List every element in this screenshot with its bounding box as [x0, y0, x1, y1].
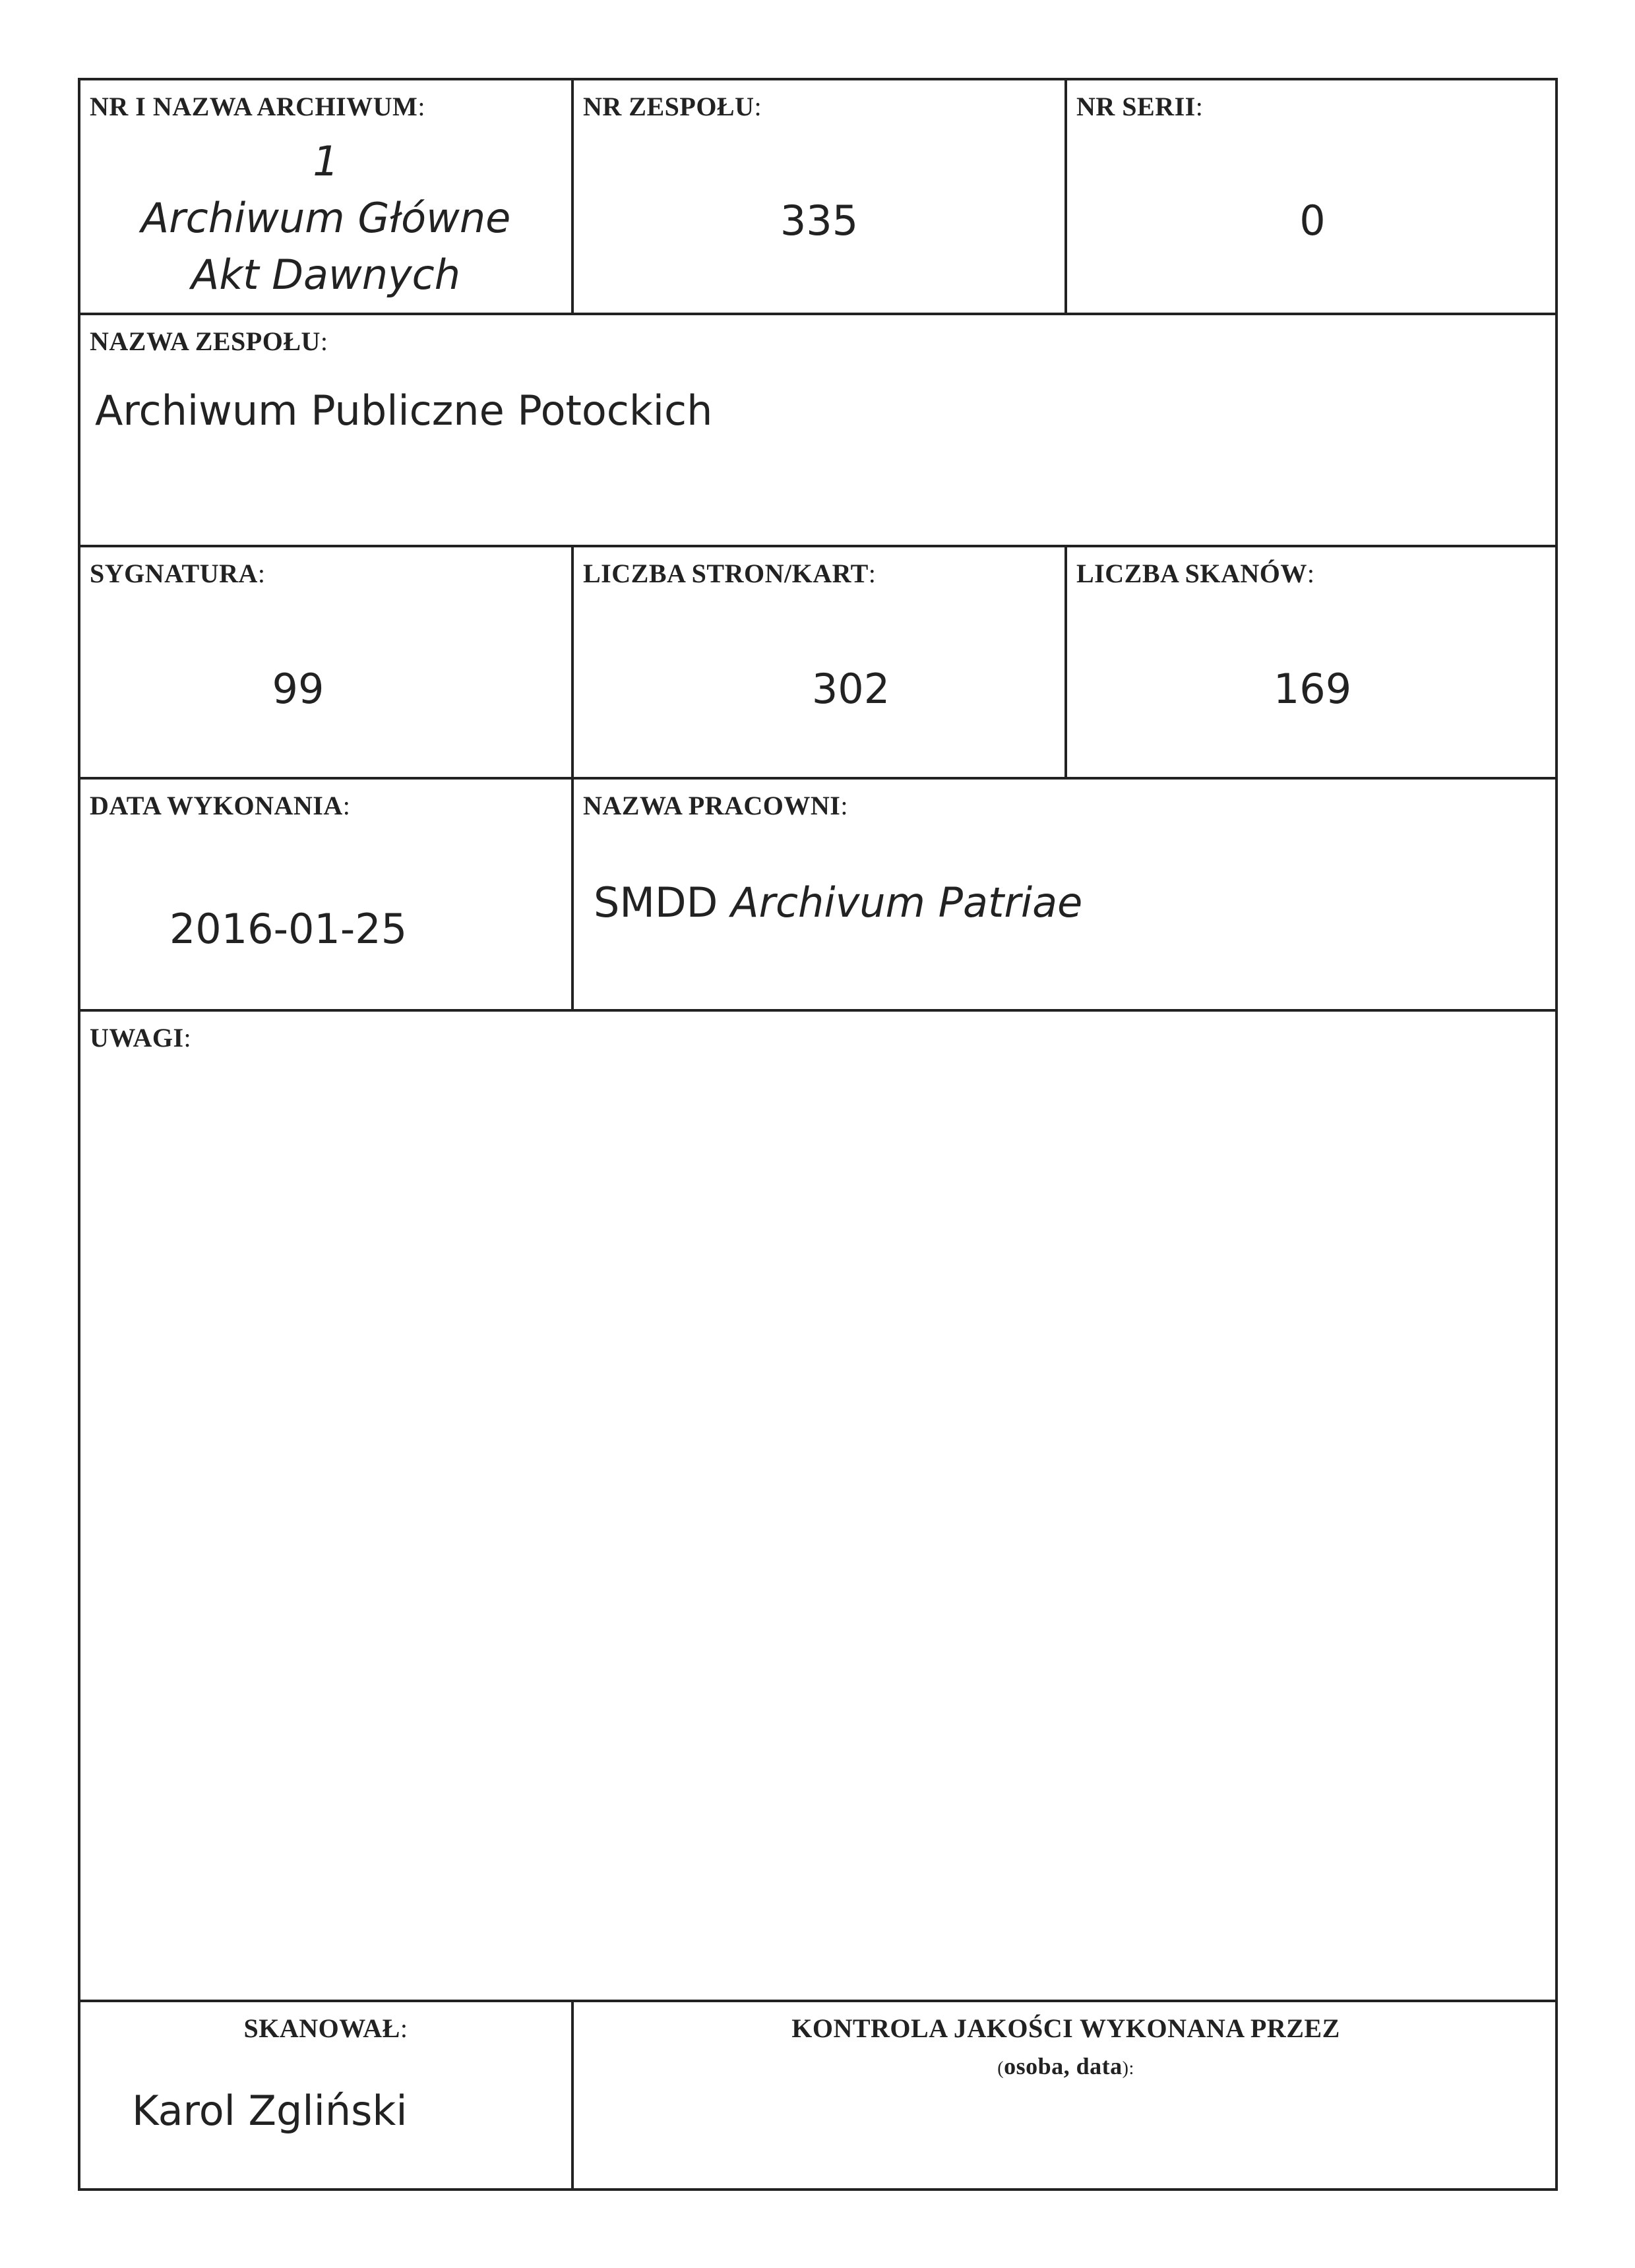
fond-name-value: Archiwum Publiczne Potockich	[95, 386, 713, 435]
quality-control-label: KONTROLA JAKOŚCI WYKONANA PRZEZ	[791, 2013, 1340, 2043]
fond-number-label: NR ZESPOŁU	[583, 92, 755, 121]
series-number-cell: NR SERII: 0	[1067, 80, 1558, 313]
scan-count-label: LICZBA SKANÓW	[1076, 559, 1307, 588]
series-number-value: 0	[1299, 197, 1326, 245]
workshop-cell: NAZWA PRACOWNI: SMDD Archivum Patriae	[583, 791, 1083, 927]
date-cell: DATA WYKONANIA: 2016-01-25	[80, 780, 571, 1009]
date-value: 2016-01-25	[169, 905, 408, 953]
scanned-by-label: SKANOWAŁ	[243, 2013, 400, 2043]
scan-count-cell: LICZBA SKANÓW: 169	[1067, 547, 1558, 777]
remarks-cell: UWAGI:	[90, 1023, 192, 1053]
fond-name-cell: NAZWA ZESPOŁU: Archiwum Publiczne Potockich	[90, 326, 713, 435]
quality-control-cell	[574, 2002, 1558, 2191]
archive-number: 1	[313, 137, 339, 185]
page-count-label: LICZBA STRON/KART	[583, 559, 869, 588]
archive-label: NR I NAZWA ARCHIWUM	[90, 92, 418, 121]
archive-name-line2: Akt Dawnych	[191, 251, 461, 299]
workshop-label: NAZWA PRACOWNI	[583, 791, 841, 820]
remarks-label: UWAGI	[90, 1023, 184, 1053]
series-number-label: NR SERII	[1076, 92, 1196, 121]
workshop-name-italic: Archivum Patriae	[731, 878, 1083, 927]
archive-name-line1: Archiwum Główne	[140, 194, 511, 242]
date-label: DATA WYKONANIA	[90, 791, 343, 820]
page-count-cell: LICZBA STRON/KART: 302	[574, 547, 1064, 777]
scanned-by-value: Karol Zgliński	[132, 2087, 408, 2135]
fond-name-label: NAZWA ZESPOŁU	[90, 326, 321, 356]
signature-cell: SYGNATURA: 99	[80, 547, 571, 777]
workshop-value	[594, 878, 1082, 927]
workshop-name-plain: SMDD	[594, 878, 718, 927]
page-count-value: 302	[811, 665, 890, 713]
archive-cell: NR I NAZWA ARCHIWUM: 1 Archiwum Główne Akt Dawnych	[80, 80, 571, 313]
quality-control-sublabel: (osoba, data):	[997, 2053, 1134, 2079]
metric-card	[78, 78, 1558, 2191]
fond-number-cell: NR ZESPOŁU: 335	[574, 80, 1064, 313]
scan-count-value: 169	[1273, 665, 1352, 713]
signature-label: SYGNATURA	[90, 559, 258, 588]
signature-value: 99	[272, 665, 324, 713]
scanned-by-cell: SKANOWAŁ: Karol Zgliński	[132, 2013, 408, 2135]
fond-number-value: 335	[780, 197, 859, 245]
